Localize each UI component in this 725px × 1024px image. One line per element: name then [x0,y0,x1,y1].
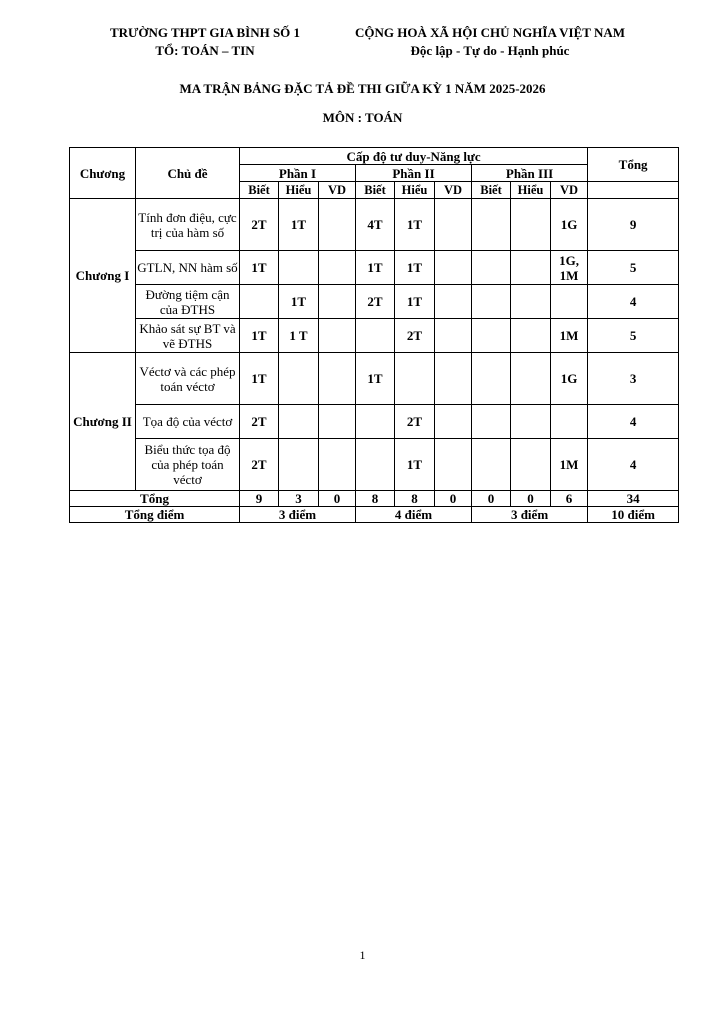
matrix-cell: 1G [551,199,588,251]
matrix-cell [511,405,551,439]
matrix-cell [472,319,511,353]
matrix-cell: 1T [240,319,279,353]
matrix-cell: 1M [551,439,588,491]
matrix-cell: 2T [395,405,435,439]
part-3-header: Phần III [472,165,588,182]
sum-label: Tổng [70,491,240,507]
matrix-cell: 1M [551,319,588,353]
level-header: Biết [240,182,279,199]
chapter-name: Chương II [70,353,136,491]
matrix-cell [472,199,511,251]
sum-row [70,491,679,507]
points-cell: 3 điểm [240,507,356,523]
topic-row [70,353,679,405]
matrix-cell [319,319,356,353]
sum-total: 34 [588,491,679,507]
matrix-cell: 4T [356,199,395,251]
matrix-cell [435,251,472,285]
matrix-cell [356,439,395,491]
country-name: CỘNG HOÀ XÃ HỘI CHỦ NGHĨA VIỆT NAM [354,25,626,40]
level-header: Hiểu [395,182,435,199]
matrix-cell [356,319,395,353]
matrix-cell: 1 T [279,319,319,353]
page-number: 1 [359,948,366,962]
school-name: TRƯỜNG THPT GIA BÌNH SỐ 1 [109,25,301,40]
matrix-cell [435,285,472,319]
row-total: 4 [588,285,679,319]
matrix-cell [472,251,511,285]
matrix-cell: 2T [356,285,395,319]
matrix-cell [319,439,356,491]
matrix-cell [319,251,356,285]
matrix-cell [356,405,395,439]
part-2-header: Phần II [356,165,472,182]
row-total: 4 [588,439,679,491]
national-motto: Độc lập - Tự do - Hạnh phúc [410,43,570,58]
topic-row [70,439,679,491]
topic-row [70,319,679,353]
points-cell: 3 điểm [472,507,588,523]
document-subject: MÔN : TOÁN [322,110,403,125]
header-left [80,24,330,60]
matrix-cell [279,251,319,285]
points-total: 10 điểm [588,507,679,523]
points-label: Tổng điểm [70,507,240,523]
matrix-cell [395,353,435,405]
matrix-cell: 1G, 1M [551,251,588,285]
matrix-cell [472,353,511,405]
level-header: Biết [356,182,395,199]
matrix-cell [435,439,472,491]
topic-row [70,251,679,285]
chapter-name: Chương I [70,199,136,353]
sum-cell: 9 [240,491,279,507]
matrix-cell: 2T [240,199,279,251]
matrix-cell: 1T [240,251,279,285]
level-header: Hiểu [511,182,551,199]
points-cell: 4 điểm [356,507,472,523]
topic-row [70,405,679,439]
matrix-cell: 2T [240,405,279,439]
matrix-cell: 1G [551,353,588,405]
matrix-cell [511,251,551,285]
matrix-cell: 1T [279,199,319,251]
matrix-cell: 1T [356,353,395,405]
row-total: 9 [588,199,679,251]
level-header: Hiểu [279,182,319,199]
matrix-cell [279,439,319,491]
matrix-cell [435,353,472,405]
row-total: 5 [588,251,679,285]
col-chapter-header: Chương [70,148,136,199]
total-header-blank [588,182,679,199]
topic-row [70,285,679,319]
matrix-cell [472,405,511,439]
header-right [340,24,640,60]
matrix-cell [279,353,319,405]
sum-cell: 0 [511,491,551,507]
matrix-cell: 1T [279,285,319,319]
topic-row [70,199,679,251]
matrix-cell: 2T [240,439,279,491]
sum-cell: 6 [551,491,588,507]
matrix-cell: 1T [395,439,435,491]
row-total: 3 [588,353,679,405]
matrix-cell [551,405,588,439]
topic-name: Tọa độ của véctơ [136,405,240,439]
matrix-cell [319,353,356,405]
department-name: TỔ: TOÁN – TIN [155,43,255,58]
col-topic-header: Chủ đề [136,148,240,199]
matrix-cell [240,285,279,319]
col-total-header: Tổng [588,148,679,182]
matrix-cell [435,319,472,353]
row-total: 5 [588,319,679,353]
part-1-header: Phần I [240,165,356,182]
matrix-cell: 2T [395,319,435,353]
topic-name: Biểu thức tọa độ của phép toán véctơ [136,439,240,491]
matrix-cell: 1T [240,353,279,405]
matrix-cell [319,199,356,251]
topic-name: Đường tiệm cận của ĐTHS [136,285,240,319]
topic-name: Khảo sát sự BT và vẽ ĐTHS [136,319,240,353]
level-header: VD [435,182,472,199]
points-row [70,507,679,523]
row-total: 4 [588,405,679,439]
header-row-1 [70,148,679,165]
exam-matrix-table [69,147,679,523]
sum-cell: 0 [472,491,511,507]
matrix-body [70,199,679,523]
matrix-cell [551,285,588,319]
level-header: VD [319,182,356,199]
matrix-cell [279,405,319,439]
sum-cell: 0 [435,491,472,507]
matrix-cell: 1T [395,285,435,319]
level-header: VD [551,182,588,199]
document-title: MA TRẬN BẢNG ĐẶC TẢ ĐỀ THI GIỮA KỲ 1 NĂM 2025-2026 [179,81,546,96]
matrix-cell [472,285,511,319]
matrix-cell [472,439,511,491]
matrix-cell: 1T [395,199,435,251]
matrix-cell [511,199,551,251]
sum-cell: 8 [395,491,435,507]
matrix-cell [511,353,551,405]
matrix-cell [511,439,551,491]
sum-cell: 8 [356,491,395,507]
topic-name: GTLN, NN hàm số [136,251,240,285]
matrix-cell: 1T [356,251,395,285]
topic-name: Véctơ và các phép toán véctơ [136,353,240,405]
topic-name: Tính đơn điệu, cực trị của hàm số [136,199,240,251]
matrix-cell [319,285,356,319]
matrix-cell [511,319,551,353]
level-header: Biết [472,182,511,199]
matrix-cell [435,199,472,251]
col-level-header: Cấp độ tư duy-Năng lực [240,148,588,165]
matrix-cell [435,405,472,439]
matrix-cell [511,285,551,319]
sum-cell: 0 [319,491,356,507]
matrix-cell: 1T [395,251,435,285]
sum-cell: 3 [279,491,319,507]
matrix-cell [319,405,356,439]
